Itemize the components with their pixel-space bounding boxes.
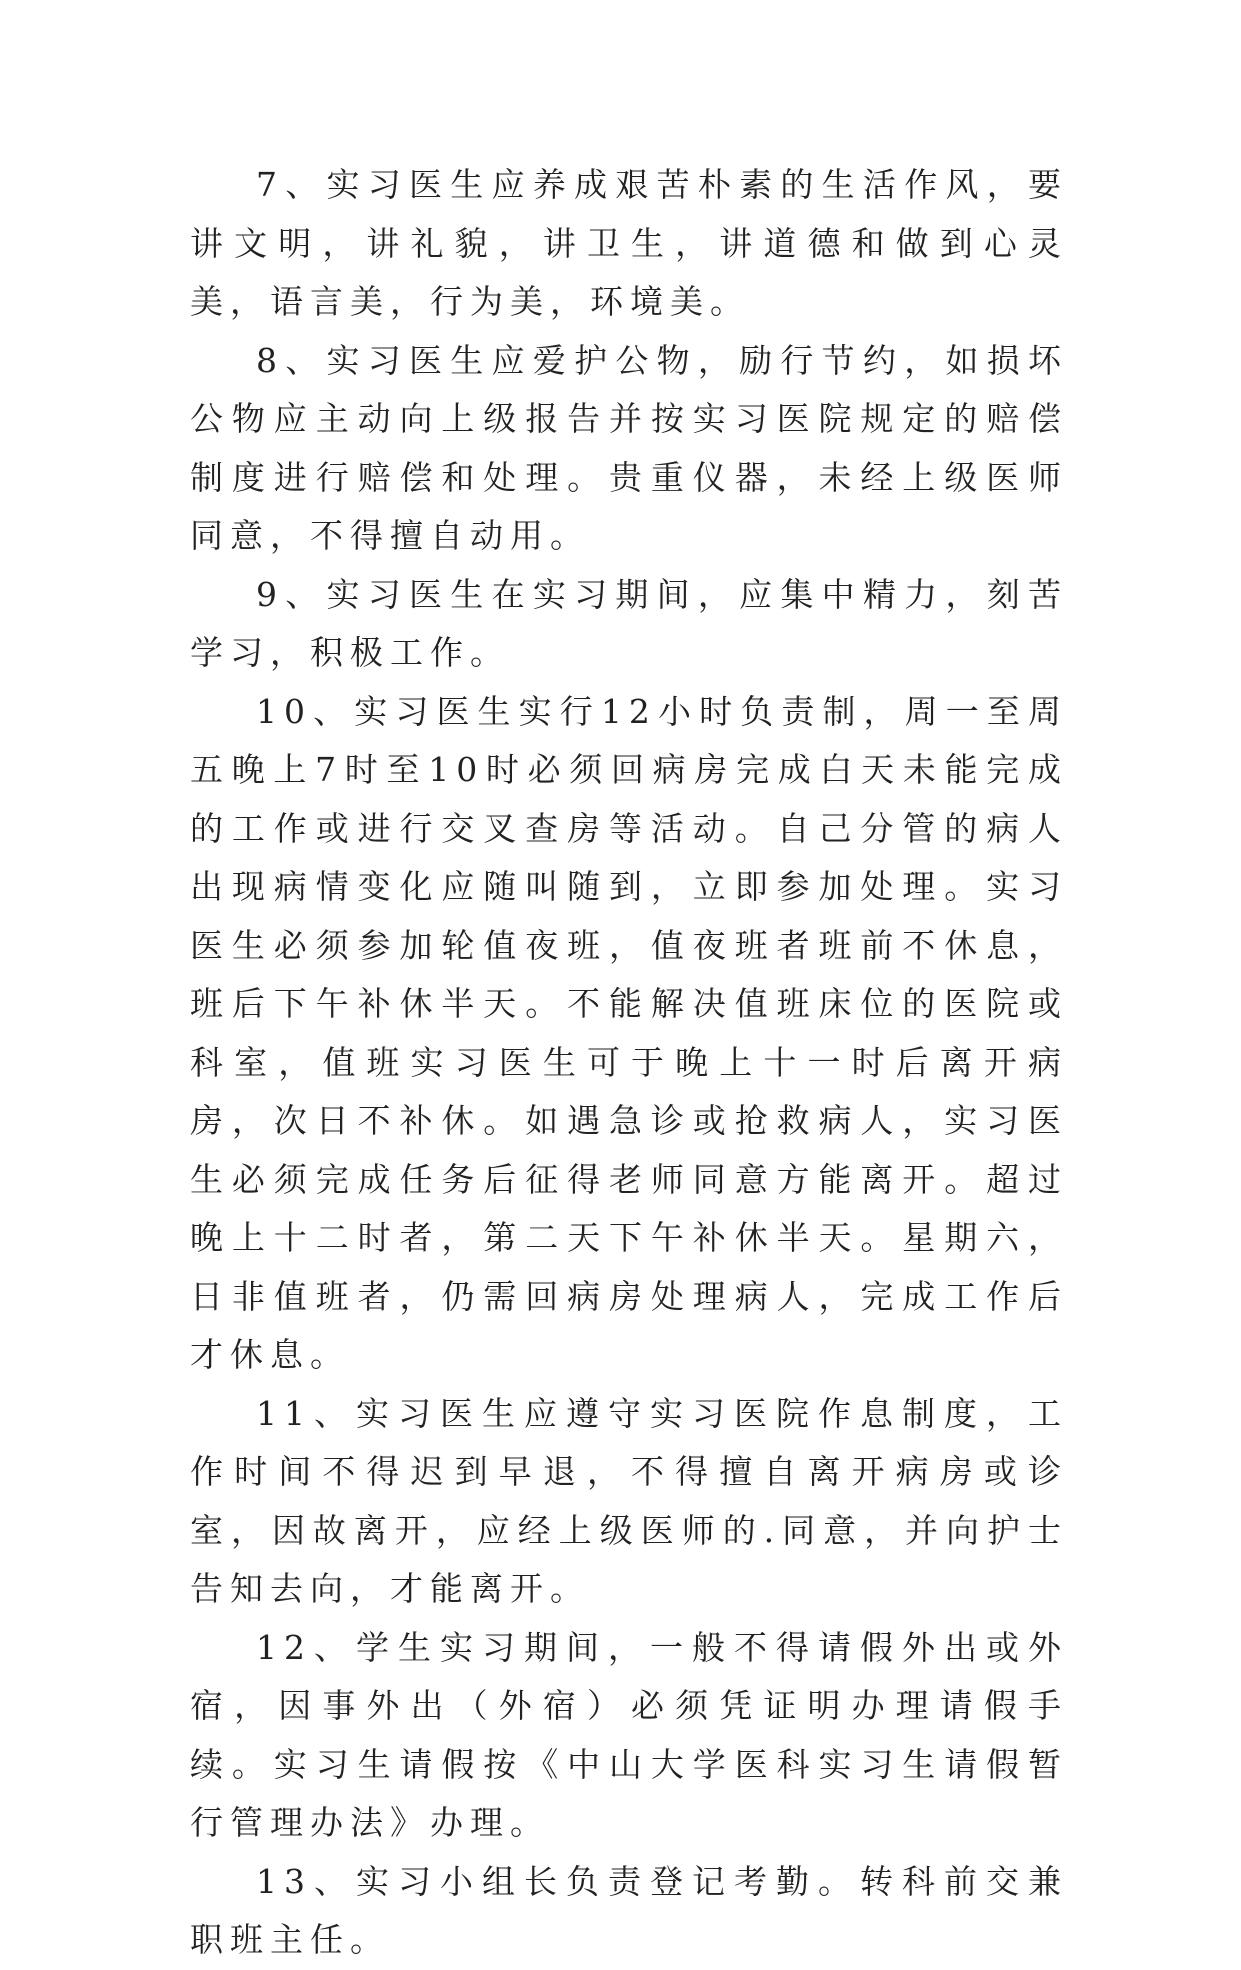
paragraph-rule-9: 9、实习医生在实习期间，应集中精力，刻苦学习，积极工作。 <box>190 574 1068 672</box>
paragraph-rule-10: 10、实习医生实行12小时负责制，周一至周五晚上7时至10时必须回病房完成白天未能完成的工作或进行交叉查房等活动。自己分管的病人出现病情变化应随叫随到，立即参加处理。实习医生必须参加轮值夜班，值夜班者班前不休息，班后下午补休半天。不能解决值班床位的医院或科室，值班实习医生可于晚上十一时后离开病房，次日不补休。如遇急诊或抢救病人，实习医生必须完成任务后征得老师同意方能离开。超过晚上十二时者，第二天下午补休半天。星期六，日非值班者，仍需回病房处理病人，完成工作后才休息。 <box>190 691 1068 1374</box>
paragraph-rule-11: 11、实习医生应遵守实习医院作息制度，工作时间不得迟到早退，不得擅自离开病房或诊室，因故离开，应经上级医师的.同意，并向护士告知去向，才能离开。 <box>190 1393 1068 1608</box>
paragraph-rule-7: 7、实习医生应养成艰苦朴素的生活作风，要讲文明，讲礼貌，讲卫生，讲道德和做到心灵美，语言美，行为美，环境美。 <box>190 165 1068 321</box>
paragraph-rule-12: 12、学生实习期间，一般不得请假外出或外宿，因事外出（外宿）必须凭证明办理请假手续。实习生请假按《中山大学医科实习生请假暂行管理办法》办理。 <box>190 1627 1068 1842</box>
paragraph-rule-8: 8、实习医生应爱护公物，励行节约，如损坏公物应主动向上级报告并按实习医院规定的赔偿制度进行赔偿和处理。贵重仪器，未经上级医师同意，不得擅自动用。 <box>190 340 1068 555</box>
paragraph-rule-13: 13、实习小组长负责登记考勤。转科前交兼职班主任。 <box>190 1861 1068 1959</box>
document-body <box>190 156 1068 1970</box>
